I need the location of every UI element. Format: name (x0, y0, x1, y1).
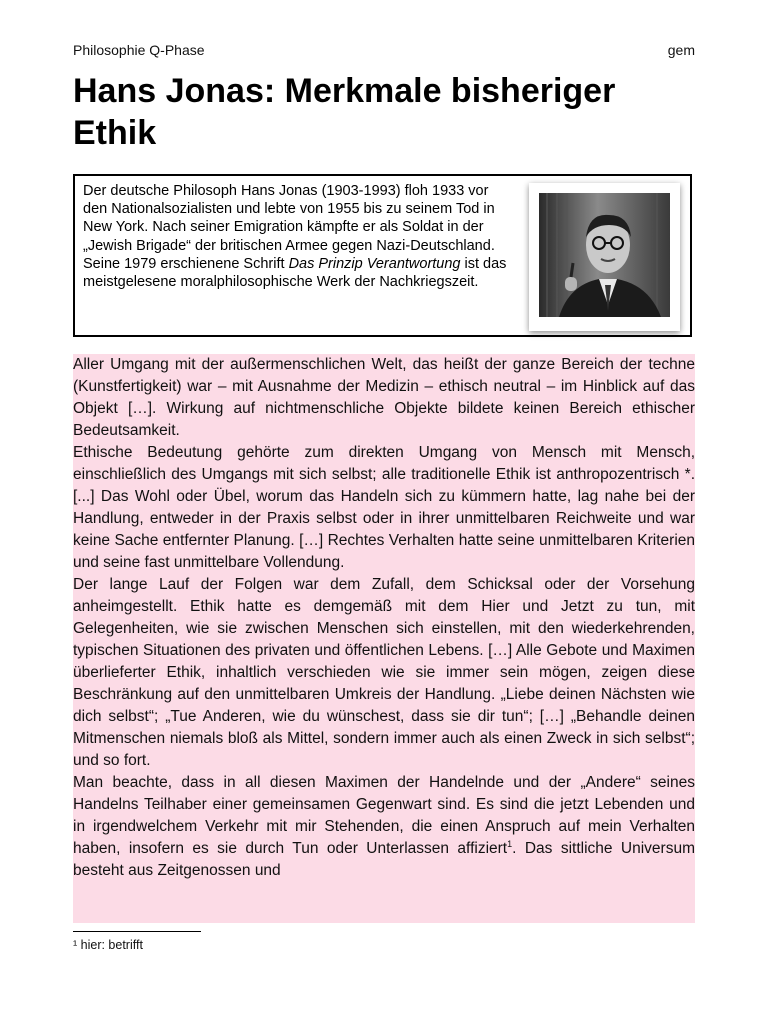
source-text (73, 354, 695, 923)
footnote-divider (73, 931, 201, 932)
work-title: Das Prinzip Verantwortung (288, 255, 461, 272)
portrait-image (539, 193, 670, 317)
page-title: Hans Jonas: Merkmale bisheriger Ethik (73, 72, 616, 152)
bio-text-part: ist das meistgelesene moralphilosophische Werk der Nachkriegszeit. (83, 255, 507, 291)
bio-box (73, 174, 692, 337)
course-label: Philosophie Q-Phase (73, 42, 205, 58)
footnote-mark: ¹ (73, 938, 78, 952)
paragraph-4 (73, 772, 695, 882)
paragraph-4-text: . Das sittliche Universum besteht aus Zeitgenossen und (73, 840, 695, 879)
footnote-ref[interactable]: 1 (507, 838, 513, 849)
paragraph-1: Aller Umgang mit der außermenschlichen Welt, das heißt der ganze Bereich der techne (Kunstfertigkeit) war – mit Ausnahme der Medizin – ethisch neutral – im Hinblick auf das Objekt […]. Wirkung auf nichtmenschliche Objekte bildete keinen Bereich ethischer Bedeutsamkeit. (73, 356, 695, 439)
paragraph-2: Ethische Bedeutung gehörte zum direkten Umgang von Mensch mit Mensch, einschließlich des Umgangs mit sich selbst; alle traditionelle Ethik ist anthropozentrisch *. [...] Das Wohl oder Übel, worum das Handeln sich zu kümmern hatte, lag nahe bei der Handlung, entweder in der Praxis selbst oder in ihrer unmittelbaren Reichweite und war keine Sache entfernter Planung. […] Rechtes Verhalten hatte seine unmittelbaren Kriterien und seine fast unmittelbare Vollendung. (73, 444, 695, 571)
page-header (73, 42, 695, 62)
portrait-photo (529, 183, 680, 331)
footnote (73, 938, 143, 952)
footnote-text: hier: betrifft (77, 938, 143, 952)
bio-text-part: Der deutsche Philosoph Hans Jonas (1903-1993) floh 1933 vor den Nationalsozialisten und lebte von 1955 bis zu seinem Tod in New York. Nach seiner Emigration kämpfte er als Soldat in der „Jewish Brigade“ der britischen Armee gegen Nazi-Deutschland. Seine 1979 erschienene Schrift (83, 183, 495, 272)
author-initials: gem (667, 42, 695, 58)
paragraph-4-text: Man beachte, dass in all diesen Maximen der Handelnde und der „Andere“ seines Handelns Teilhaber einer gemeinsamen Gegenwart sind. Es sind die jetzt Lebenden und in irgendwelchem Verkehr mit mir Stehenden, die einen Anspruch auf mein Verhalten haben, insofern es sie durch Tun oder Unterlassen affiziert (73, 774, 695, 857)
paragraph-3: Der lange Lauf der Folgen war dem Zufall, dem Schicksal oder der Vorsehung anheimgestellt. Ethik hatte es demgemäß mit dem Hier und Jetzt zu tun, mit Gelegenheiten, wie sie zwischen Menschen sich einstellen, mit den wiederkehrenden, typischen Situationen des privaten und öffentlichen Lebens. […] Alle Gebote und Maximen überlieferter Ethik, inhaltlich verschieden wie sie immer sein mögen, zeigen diese Beschränkung auf den unmittelbaren Umkreis der Handlung. „Liebe deinen Nächsten wie dich selbst“; „Tue Anderen, wie du wünschest, dass sie dir tun“; […] „Behandle deinen Mitmenschen niemals bloß als Mittel, sondern immer auch als einen Zweck in sich selbst“; und so fort. (73, 576, 695, 769)
bio-text (83, 182, 513, 291)
